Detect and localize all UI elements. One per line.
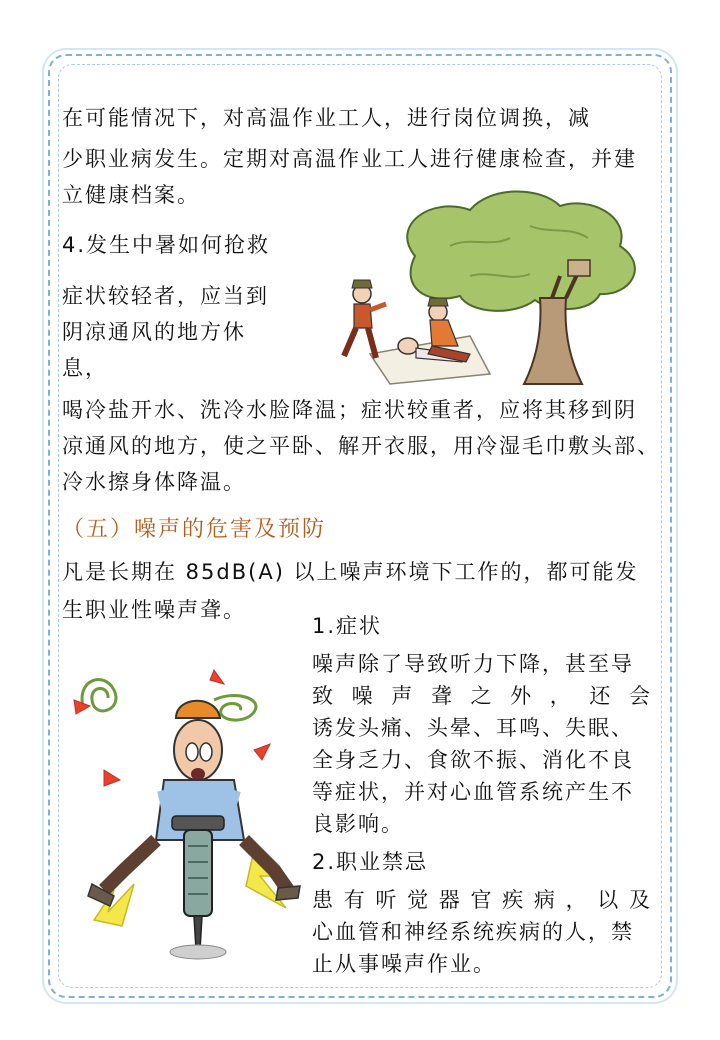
para1-line2: 少职业病发生。定期对高温作业工人进行健康检查，并建 xyxy=(62,147,637,171)
section4-left-line2: 阴凉通风的地方休 xyxy=(62,320,246,344)
section4-left-line3: 息， xyxy=(62,356,108,380)
symptoms-line1: 噪声除了导致听力下降，甚至导 xyxy=(312,652,634,676)
section4-line2: 凉通风的地方，使之平卧、解开衣服，用冷湿毛巾敷头部、 xyxy=(62,434,660,458)
jackhammer-worker-illustration xyxy=(64,640,304,970)
section4-title: 4.发生中暑如何抢救 xyxy=(62,233,271,257)
symptoms-line3: 诱发头痛、头晕、耳鸣、失眠、 xyxy=(312,716,634,740)
symptoms-title: 1.症状 xyxy=(312,614,383,638)
symptoms-line4: 全身乏力、食欲不振、消化不良 xyxy=(312,748,634,772)
para1-line1: 在可能情况下，对高温作业工人，进行岗位调换，减 xyxy=(62,106,591,130)
section4-line3: 冷水擦身体降温。 xyxy=(62,470,246,494)
tree-rescue-illustration xyxy=(320,186,660,390)
contraindications-title: 2.职业禁忌 xyxy=(312,850,429,874)
section4-left-line1: 症状较轻者，应当到 xyxy=(62,284,269,308)
section5-heading: （五）噪声的危害及预防 xyxy=(62,517,327,542)
section4-line1: 喝冷盐开水、洗冷水脸降温；症状较重者，应将其移到阴 xyxy=(62,398,637,422)
symptoms-line5: 等症状，并对心血管系统产生不 xyxy=(312,780,634,804)
symptoms-line6: 良影响。 xyxy=(312,812,404,836)
contraindications-line3: 止从事噪声作业。 xyxy=(312,952,496,976)
contraindications-line2: 心血管和神经系统疾病的人，禁 xyxy=(312,920,634,944)
para1-line3: 立健康档案。 xyxy=(62,183,200,207)
symptoms-line2: 致噪声聋之外，还会 xyxy=(312,684,650,708)
section5-intro-line1: 凡是长期在 85dB(A) 以上噪声环境下工作的，都可能发 xyxy=(62,560,639,584)
section5-intro-line2: 生职业性噪声聋。 xyxy=(62,598,246,622)
contraindications-line1: 患有听觉器官疾病，以及 xyxy=(312,888,650,912)
